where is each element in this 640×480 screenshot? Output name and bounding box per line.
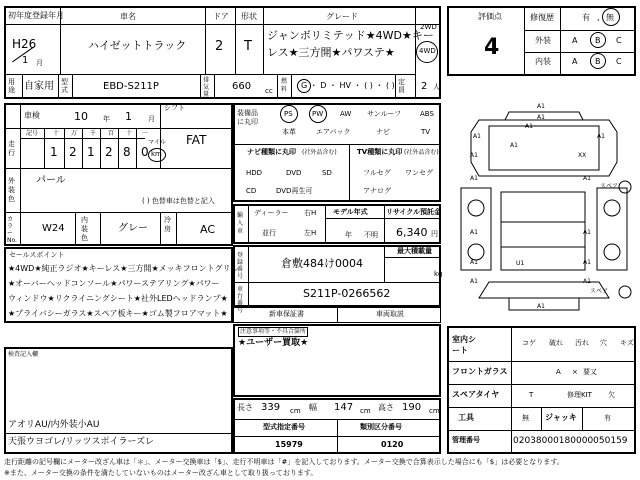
aircon-label: 冷房 [164, 216, 171, 233]
repair-yes: 有 [582, 13, 590, 22]
fuel-options: G ・ D ・ HV ・ ( ) ・ ( ) [301, 81, 395, 90]
damage-code: A1 [470, 259, 478, 266]
spare-label-bottom: スペア [590, 288, 609, 295]
damage-code: A1 [537, 103, 545, 110]
car-name: ハイゼットトラック [88, 39, 187, 52]
navi-title: ナビ種類に丸印 [247, 148, 296, 156]
grade-label: グレード [326, 12, 358, 21]
damage-code: A1 [510, 142, 518, 149]
chassis-label: 車台番号 [237, 286, 244, 314]
footer-line2: ※また、メーター交換の条件を満たしていないものはメーター改ざん車として取り扱っております。 [4, 469, 318, 477]
shift-value: FAT [186, 133, 207, 147]
selling-points-label: セールスポイント [9, 251, 65, 259]
tools-label: 工具 [458, 413, 474, 422]
registration-year: H26 [12, 37, 37, 51]
body-shape-value: T [244, 39, 252, 54]
interior-grade-label: 内装 [535, 57, 551, 66]
model-year-label: モデル年式 [333, 208, 368, 216]
damage-code: A1 [597, 133, 605, 140]
mileage-digit: 0 [141, 145, 149, 159]
spare-label: スペアタイヤ [452, 390, 500, 399]
mileage-label: 走行 [8, 140, 15, 157]
model-label: 型式 [61, 78, 68, 94]
plate-value: 倉敷484け0004 [281, 257, 363, 270]
damage-code: A1 [537, 303, 545, 310]
mileage-unit: km [151, 150, 162, 158]
damage-code: A1 [470, 152, 478, 159]
mileage-digit: 1 [87, 145, 95, 159]
drive-2wd: 2WD [420, 23, 437, 31]
interior-sheet-label: 室内シート [452, 335, 476, 355]
color-no-value: W24 [42, 223, 65, 234]
mileage-digit: 2 [105, 145, 113, 159]
evaluation-label: 評価点 [478, 12, 502, 21]
damage-code: A1 [537, 114, 545, 121]
damage-code: A1 [470, 175, 478, 182]
selling-point-line: ウィンドウ★リクライニングシート★社外LEDヘッドランプ★ [8, 294, 228, 303]
usage-label: 用途 [8, 78, 15, 94]
exterior-color-label: 外装色 [8, 177, 15, 203]
displacement-label: 排気量 [203, 77, 210, 98]
exterior-color-value: パール [36, 175, 66, 186]
damage-code: U1 [516, 260, 525, 267]
exterior-color-note: ( ) 色替車は色替と記入 [142, 197, 215, 205]
inspection-year: 10 [74, 110, 88, 123]
body-shape-label: 形状 [241, 12, 257, 21]
tv-title: TV種類に丸印 [357, 148, 403, 156]
spare-label-top: スペア [600, 183, 619, 190]
inspection-month: 1 [125, 110, 132, 123]
notes-value: ★ユーザー買取★ [238, 338, 309, 348]
damage-code: A1 [470, 229, 478, 236]
mileage-digit: 2 [69, 145, 77, 159]
mileage-digit: 8 [123, 145, 131, 159]
management-label: 管理番号 [452, 436, 480, 444]
exterior-grade-label: 外装 [535, 36, 551, 45]
selling-point-line: ★プライバシーガラス★スペア板キー★ゴム製フロアマット★ [8, 309, 228, 318]
shift-label: シフト [164, 104, 185, 112]
repair-no: 無 [606, 13, 614, 22]
import-label: 輸入車 [237, 212, 244, 235]
equipment-label: 装備品に丸印 [237, 109, 258, 126]
interior-color-value: グレー [118, 223, 148, 234]
tools-value: 無 [522, 414, 529, 422]
registration-label: 初年度登録年月 [8, 11, 64, 20]
designation-value: 15979 [275, 440, 303, 449]
category-label: 類別区分番号 [360, 423, 402, 431]
capacity-value: 2 [421, 81, 428, 92]
chassis-value: S211P-0266562 [303, 287, 391, 300]
fuel-label: 燃料 [281, 78, 288, 93]
inspector-label: 検査記入欄 [8, 351, 39, 358]
usage-value: 自家用 [24, 81, 54, 92]
notes-label: 注意事項等・不具合箇所 [240, 328, 307, 335]
inspector-line1: アオリAU/内外装小AU [8, 420, 100, 430]
registration-month-unit: 月 [36, 59, 43, 67]
width-value: 147 [334, 402, 354, 413]
inspection-label: 車検 [24, 111, 40, 120]
damage-code: A1 [583, 175, 591, 182]
damage-code: A1 [583, 229, 591, 236]
designation-label: 型式指定番号 [263, 423, 305, 431]
damage-code: A1 [583, 278, 591, 285]
selling-point-line: ★オーバーヘッドコンソール★パワーステアリング★パワー [8, 279, 220, 288]
evaluation-score: 4 [484, 35, 500, 60]
management-value: 02038000180000050159 [513, 436, 628, 446]
jack-label: ジャッキ [545, 413, 577, 422]
doors-label: ドア [213, 12, 229, 21]
length-value: 339 [261, 402, 281, 413]
model-value: EBD-S211P [103, 81, 159, 92]
displacement-unit: cc [265, 87, 273, 95]
inspector-line2: 天張ウヨゴレ/リッツスポイラーズレ [8, 437, 155, 447]
load-label: 最大積載量 [397, 247, 432, 255]
repair-label: 修復歴 [530, 13, 554, 22]
interior-color-label: 内装色 [81, 216, 88, 242]
front-glass-label: フロントガラス [452, 367, 508, 376]
grade-line1: ジャンボリミテッド★4WD★キー [267, 29, 434, 42]
auction-sheet: 初年度登録年月 H26 1 月 車名 ハイゼットトラック ドア 2 形状 T グレード ジャンボリミテッド★4WD★キー レス★三方開★パワステ★ 2WD 4WD 用途 自家用 型式 EBD-S211P 排気量 660 cc 燃料 G ・ D ・ HV ・ ( ) ・ ( ) 定員 2 人 評価点 4 修復歴 有 , 無 外装 A B C 内装 A B C 車検 10 年 1 月 走行 記号 十 万 千 百 十 一 1 2 1 2 8 0 マイル km シフト FAT 外装色 パール ( ) 色替車は色替と記入 カラーNo. W24 内装色 グレー 冷房 AC 装備品に丸印 PS PW AW サンルーフ ABS 本革 エアバック ナビ TV ナビ種類に丸印 (社外品含む) HDD DVD SD CD DVD再生可 TV種類に丸印 (社外品含む) フルセグ ワンセグ アナログ 輸入車 ディーラー 右H 並行 左H モデル年式 年 不明 リサイクル預託金 6,340 円 セールスポイント ★4WD★純正ラジオ★キーレス★三方開★メッキフロントグリル ★オーバーヘッドコンソール★パワーステアリング★パワー ウィンドウ★リクライニングシート★社外LEDヘッドランプ★ ★プライバシーガラス★スペア板キー★ゴム製フロアマット★ 登録番号 倉敷484け0004 最大積載量 kg 車台番号 S211P-0266562 新車保証書 車両取説 検査記入欄 アオリAU/内外装小AU 天張ウヨゴレ/リッツスポイラーズレ 注意事項等・不具合箇所 ★ユーザー買取★ 長さ 339 cm 幅 147 cm 高さ 190 cm 型式指定番号 類別区分番号 15979 0120 室内シート コゲ 破れ 汚れ 穴 キズ フロントガラス A × 要又 スペアタイヤ T 修理KIT 欠 工具 無 ジャッキ 有 管理番号 02038000180000050159 A1 A1 A1 A1 A1 A1 A1 XX A1 A1 A1 A1 A1 U1 A1 A1 A1 A1 スペア スペア 走行距離の記号欄にメーター改ざん車は「＊」、メーター交換車は「$」、走行不明車は「#」を記入しております。メーター交換で合算表示した場合にも「$」は必要となります。 ※また、メーター交換の条件を満たしていないものはメーター改ざん車として取り扱っております。 [0, 0, 640, 480]
capacity-label: 定員 [398, 78, 405, 94]
damage-code: A1 [583, 259, 591, 266]
car-damage-diagram [449, 92, 637, 324]
footer-line1: 走行距離の記号欄にメーター改ざん車は「＊」、メーター交換車は「$」、走行不明車は「#」を記入しております。メーター交換で合算表示した場合にも「$」は必要となります。 [4, 458, 564, 466]
car-name-label: 車名 [120, 12, 136, 21]
grade-line2: レス★三方開★パワステ★ [267, 46, 395, 59]
damage-code: A1 [525, 123, 533, 130]
mileage-digit: 1 [50, 145, 58, 159]
height-value: 190 [402, 402, 422, 413]
jack-value: 有 [604, 414, 611, 422]
plate-label: 登録番号 [237, 252, 244, 280]
capacity-unit: 人 [433, 83, 440, 91]
category-value: 0120 [381, 440, 404, 449]
damage-code: XX [578, 152, 587, 159]
damage-code: A1 [473, 133, 481, 140]
doors-value: 2 [215, 39, 224, 54]
drive-4wd: 4WD [419, 47, 436, 55]
displacement-value: 660 [232, 81, 252, 92]
selling-point-line: ★4WD★純正ラジオ★キーレス★三方開★メッキフロントグリル [8, 264, 239, 273]
recycle-value: 6,340 [396, 226, 428, 239]
registration-month: 1 [22, 55, 29, 66]
aircon-value: AC [200, 223, 216, 236]
recycle-label: リサイクル預託金 [386, 208, 442, 216]
color-no-label: カラーNo. [7, 216, 17, 244]
damage-code: A1 [470, 278, 478, 285]
